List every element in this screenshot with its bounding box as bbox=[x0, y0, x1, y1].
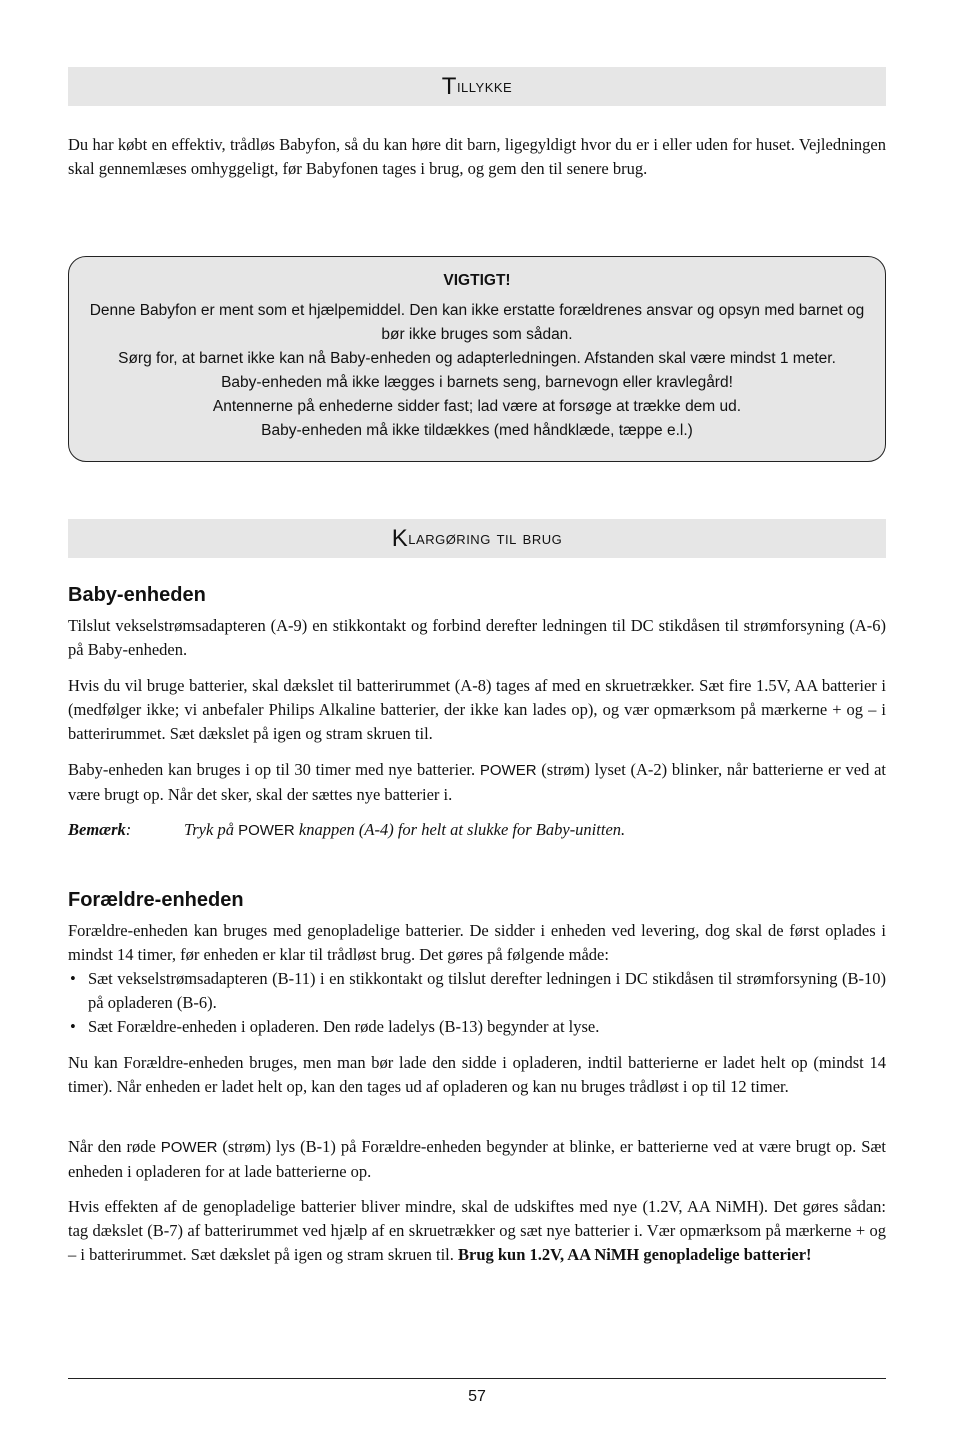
warning-line: Baby-enheden må ikke lægges i barnets seng, barnevogn eller kravlegård! bbox=[221, 374, 733, 391]
text-span: Baby-enheden kan bruges i op til 30 timer med nye batterier. bbox=[68, 760, 480, 779]
subheading-parent-unit: Forældre-enheden bbox=[68, 889, 244, 911]
power-label: POWER bbox=[160, 1139, 218, 1156]
text-span: Når den røde bbox=[68, 1137, 161, 1156]
page-number: 57 bbox=[468, 1388, 486, 1405]
warning-title: VIGTIGT! bbox=[443, 272, 511, 289]
baby-paragraph-2: Hvis du vil bruge batterier, skal dækslet til batterirummet (A-8) tages af med en skruetrækker. Sæt fire 1.5V, AA batterier i (medfølger ikke; vi anbefaler Philips Alkaline batterier, der ikke kan lades op), og vær opmærksom på mærkerne + og – i batterirummet. Sæt dækslet på igen og stram skruen til. bbox=[68, 676, 886, 743]
list-item-text: Sæt vekselstrømsadapteren (B-11) i en stikkontakt og tilslut derefter ledningen i DC stikdåsen til strømforsyning (B-10) på opladeren (B-6). bbox=[88, 969, 886, 1012]
parent-paragraph-3 bbox=[68, 1135, 886, 1184]
parent-paragraph-4 bbox=[68, 1195, 886, 1267]
baby-paragraph-3 bbox=[68, 758, 886, 807]
warning-line: Denne Babyfon er ment som et hjælpemiddel. Den kan ikke erstatte forældrenes ansvar og opsyn med barnet og bør ikke bruges som sådan. bbox=[89, 302, 865, 343]
section-heading-tillykke bbox=[68, 67, 886, 106]
bullet-list bbox=[68, 967, 886, 1039]
warning-line: Antennerne på enhederne sidder fast; lad være at forsøge at trække dem ud. bbox=[212, 398, 742, 415]
warning-line: Baby-enheden må ikke tildækkes (med håndklæde, tæppe e.l.) bbox=[261, 422, 693, 439]
list-item bbox=[68, 967, 886, 1015]
parent-paragraph-2: Nu kan Forældre-enheden bruges, men man bør lade den sidde i opladeren, indtil batterierne er ladet helt op (mindst 14 timer). Når enheden er ladet helt op, kan den tages ud af opladeren og kan nu bruges trådløst i op til 12 timer. bbox=[68, 1053, 886, 1096]
warning-box bbox=[68, 256, 886, 462]
heading-rest: illykke bbox=[456, 75, 513, 97]
note-text: knappen (A-4) for helt at slukke for Baby-unitten. bbox=[294, 820, 626, 839]
bold-warning: Brug kun 1.2V, AA NiMH genopladelige batterier! bbox=[458, 1245, 812, 1264]
footer-divider bbox=[68, 1378, 886, 1379]
heading-initial: T bbox=[441, 72, 457, 100]
heading-rest: largøring til brug bbox=[408, 527, 563, 549]
warning-line: Sørg for, at barnet ikke kan nå Baby-enheden og adapterledningen. Afstanden skal være mindst 1 meter. bbox=[118, 350, 836, 367]
parent-paragraph-1: Forældre-enheden kan bruges med genopladelige batterier. De sidder i enheden ved levering, dog skal de først oplades i mindst 14 timer, før enheden er klar til trådløst brug. Det gøres på følgende måde: bbox=[68, 921, 886, 964]
heading-initial: K bbox=[391, 524, 409, 552]
note-text: Tryk på bbox=[184, 820, 239, 839]
baby-paragraph-1: Tilslut vekselstrømsadapteren (A-9) en stikkontakt og forbind derefter ledningen til DC stikdåsen til strømforsyning (A-6) på Baby-enheden. bbox=[68, 616, 886, 659]
list-item-text: Sæt Forældre-enheden i opladeren. Den røde ladelys (B-13) begynder at lyse. bbox=[88, 1017, 600, 1036]
text-span: (strøm) lyset (A-2) blinker, når batterierne er ved at være brugt op. Når det sker, skal der sættes nye batterier i. bbox=[68, 760, 886, 804]
note bbox=[68, 818, 886, 843]
note-label-text: Bemærk bbox=[68, 820, 126, 839]
bullet-icon: • bbox=[70, 969, 76, 988]
list-item bbox=[68, 1015, 886, 1039]
subheading-baby-unit: Baby-enheden bbox=[68, 584, 206, 606]
intro-paragraph: Du har købt en effektiv, trådløs Babyfon, så du kan høre dit barn, ligegyldigt hvor du er i eller uden for huset. Vejledningen skal gennemlæses omhyggeligt, før Babyfonen tages i brug, og gem den til senere brug. bbox=[68, 135, 886, 178]
section-heading-klargoring bbox=[68, 519, 886, 558]
text-span: (strøm) lys (B-1) på Forældre-enheden begynder at blinke, er batterierne ved at være brugt op. Sæt enheden i opladeren for at lade batterierne op. bbox=[68, 1137, 886, 1181]
text-span: Hvis effekten af de genopladelige batterier bliver mindre, skal de udskiftes med nye (1.2V, AA NiMH). Det gøres sådan: tag dækslet (B-7) af batterirummet ved hjælp af en skruetrækker og sæt nye batterier i. Vær opmærksom på mærkerne + og – i batterirummet. Sæt dækslet på igen og stram skruen til. bbox=[68, 1197, 886, 1264]
power-label: POWER bbox=[238, 822, 295, 839]
note-label bbox=[68, 818, 184, 842]
note-colon: : bbox=[125, 820, 132, 839]
power-label: POWER bbox=[479, 762, 537, 779]
bullet-icon: • bbox=[70, 1017, 76, 1036]
